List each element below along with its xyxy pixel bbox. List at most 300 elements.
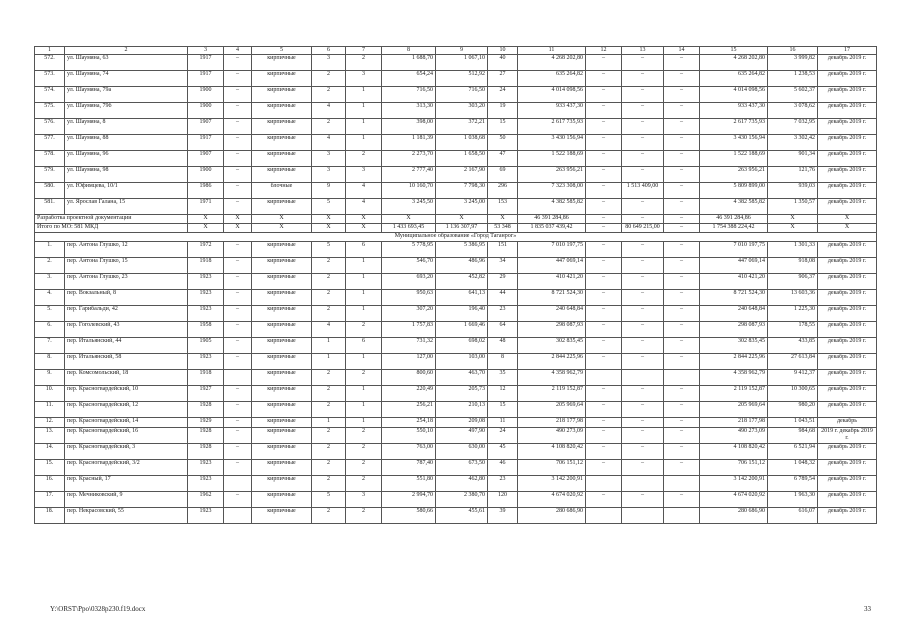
table-cell: 196,40 bbox=[436, 306, 488, 322]
table-cell: – bbox=[622, 306, 664, 322]
table-cell: 1917 bbox=[188, 55, 224, 71]
table-cell: 576. bbox=[35, 119, 65, 135]
table-cell: 3 bbox=[312, 55, 346, 71]
table-cell: 1 522 188,69 bbox=[518, 151, 586, 167]
table-cell: кирпичные bbox=[252, 338, 312, 354]
table-cell: декабрь 2019 г. bbox=[818, 258, 877, 274]
table-cell: пер. Некрасовский, 55 bbox=[65, 508, 188, 524]
table-cell: – bbox=[586, 428, 622, 444]
table-cell: 44 bbox=[488, 290, 518, 306]
table-cell: – bbox=[586, 103, 622, 119]
table-cell: декабрь 2019 г. bbox=[818, 274, 877, 290]
table-cell: 4 bbox=[224, 47, 252, 55]
table-cell: кирпичные bbox=[252, 492, 312, 508]
table-cell: 313,30 bbox=[382, 103, 436, 119]
table-cell: – bbox=[622, 258, 664, 274]
table-cell: X bbox=[768, 215, 818, 224]
table-row bbox=[35, 167, 877, 183]
table-cell: – bbox=[224, 135, 252, 151]
table-cell: ул. Ярослав Галана, 15 bbox=[65, 199, 188, 215]
table-cell: 2 bbox=[346, 444, 382, 460]
table-cell: 706 151,12 bbox=[518, 460, 586, 476]
table-cell: ул. Шаумяна, 79а bbox=[65, 87, 188, 103]
page-number: 33 bbox=[864, 605, 871, 613]
table-cell: 546,70 bbox=[382, 258, 436, 274]
table-cell bbox=[224, 370, 252, 386]
table-cell: пер. Гоголевский, 43 bbox=[65, 322, 188, 338]
table-row bbox=[35, 338, 877, 354]
table-cell: – bbox=[586, 386, 622, 402]
table-cell: кирпичные bbox=[252, 306, 312, 322]
table-cell: – bbox=[664, 386, 700, 402]
table-cell: 1 048,32 bbox=[768, 460, 818, 476]
table-cell: 1 bbox=[346, 103, 382, 119]
table-cell: 4 014 098,56 bbox=[700, 87, 768, 103]
table-cell: 263 956,21 bbox=[518, 167, 586, 183]
table-cell: 15. bbox=[35, 460, 65, 476]
table-cell: 40 bbox=[488, 55, 518, 71]
table-cell: – bbox=[224, 354, 252, 370]
table-cell: кирпичные bbox=[252, 444, 312, 460]
table-cell: декабрь 2019 г. bbox=[818, 444, 877, 460]
table-row bbox=[35, 492, 877, 508]
table-cell: пер. Гарибальди, 42 bbox=[65, 306, 188, 322]
table-cell: 581. bbox=[35, 199, 65, 215]
table-row bbox=[35, 444, 877, 460]
table-cell bbox=[622, 476, 664, 492]
table-cell: пер. Красногвардейский, 10 bbox=[65, 386, 188, 402]
table-cell: 29 bbox=[488, 274, 518, 290]
table-cell: 5 809 899,00 bbox=[700, 183, 768, 199]
table-cell: 447 069,14 bbox=[700, 258, 768, 274]
table-cell: 4 382 585,82 bbox=[518, 199, 586, 215]
table-cell: кирпичные bbox=[252, 242, 312, 258]
table-cell: кирпичные bbox=[252, 87, 312, 103]
table-cell: – bbox=[586, 183, 622, 199]
table-cell: 3 bbox=[312, 167, 346, 183]
table-cell: 3 078,62 bbox=[768, 103, 818, 119]
table-cell: 1 301,33 bbox=[768, 242, 818, 258]
table-cell: – bbox=[664, 418, 700, 428]
table-cell: 8 bbox=[382, 47, 436, 55]
table-cell: 1 bbox=[312, 354, 346, 370]
table-cell: кирпичные bbox=[252, 199, 312, 215]
table-cell: пер. Красногвардейский, 3/2 bbox=[65, 460, 188, 476]
table-cell: 2 844 225,96 bbox=[700, 354, 768, 370]
table-cell: ул. Шаумяна, 88 bbox=[65, 135, 188, 151]
table-cell: – bbox=[224, 418, 252, 428]
table-cell: 5 bbox=[312, 199, 346, 215]
table-cell: 573. bbox=[35, 71, 65, 87]
table-cell: 1 067,10 bbox=[436, 55, 488, 71]
table-cell: 7 010 197,75 bbox=[518, 242, 586, 258]
table-cell: – bbox=[664, 215, 700, 224]
table-cell bbox=[224, 508, 252, 524]
table-cell: 452,82 bbox=[436, 274, 488, 290]
table-cell: – bbox=[586, 135, 622, 151]
table-cell: – bbox=[224, 444, 252, 460]
table-cell: 298 087,93 bbox=[700, 322, 768, 338]
table-cell: 2 bbox=[312, 290, 346, 306]
table-cell: 3 430 156,94 bbox=[700, 135, 768, 151]
table-cell: 578. bbox=[35, 151, 65, 167]
table-cell: – bbox=[224, 55, 252, 71]
table-row bbox=[35, 370, 877, 386]
table-cell: декабрь 2019 г. bbox=[818, 476, 877, 492]
table-cell: ул. Шаумяна, 98 bbox=[65, 167, 188, 183]
table-cell: 463,70 bbox=[436, 370, 488, 386]
table-cell: 372,21 bbox=[436, 119, 488, 135]
table-cell: кирпичные bbox=[252, 428, 312, 444]
table-cell: 1917 bbox=[188, 71, 224, 87]
table-cell: пер. Красногвардейский, 12 bbox=[65, 402, 188, 418]
table-cell: 2 844 225,96 bbox=[518, 354, 586, 370]
table-cell: – bbox=[664, 444, 700, 460]
table-cell: 4 358 962,79 bbox=[700, 370, 768, 386]
table-cell: 5 bbox=[312, 242, 346, 258]
table-cell: пер. Антона Глушко, 15 bbox=[65, 258, 188, 274]
table-cell: 4 bbox=[312, 135, 346, 151]
table-cell: 918,08 bbox=[768, 258, 818, 274]
table-cell: кирпичные bbox=[252, 460, 312, 476]
table-cell: 9 bbox=[436, 47, 488, 55]
table-cell: 550,10 bbox=[382, 428, 436, 444]
table-cell: 1 bbox=[346, 258, 382, 274]
table-cell: 8 721 524,30 bbox=[518, 290, 586, 306]
table-cell: декабрь 2019 г. bbox=[818, 242, 877, 258]
table-cell: 1 350,57 bbox=[768, 199, 818, 215]
table-cell: 1900 bbox=[188, 103, 224, 119]
table-cell: пер. Антона Глушко, 12 bbox=[65, 242, 188, 258]
table-cell: 1986 bbox=[188, 183, 224, 199]
table-cell: 45 bbox=[488, 444, 518, 460]
table-cell: 1929 bbox=[188, 418, 224, 428]
table-cell: 630,00 bbox=[436, 444, 488, 460]
table-cell: 654,24 bbox=[382, 71, 436, 87]
table-cell: 302 835,45 bbox=[518, 338, 586, 354]
table-row bbox=[35, 476, 877, 492]
table-cell bbox=[664, 370, 700, 386]
table-cell: – bbox=[586, 322, 622, 338]
table-row bbox=[35, 87, 877, 103]
table-cell: – bbox=[622, 492, 664, 508]
table-cell: 5. bbox=[35, 306, 65, 322]
table-cell: декабрь 2019 г. bbox=[818, 151, 877, 167]
table-row bbox=[35, 306, 877, 322]
table-cell: 572. bbox=[35, 55, 65, 71]
table-cell: 716,50 bbox=[382, 87, 436, 103]
table-cell: 698,02 bbox=[436, 338, 488, 354]
table-cell: 13 603,36 bbox=[768, 290, 818, 306]
table-cell: 35 bbox=[488, 370, 518, 386]
table-cell: 1 bbox=[346, 418, 382, 428]
table-cell bbox=[586, 370, 622, 386]
table-cell: 17. bbox=[35, 492, 65, 508]
table-cell: 1 038,68 bbox=[436, 135, 488, 151]
table-cell: 2 bbox=[312, 87, 346, 103]
table-cell: 635 264,82 bbox=[700, 71, 768, 87]
table-cell: X bbox=[768, 224, 818, 233]
table-cell: ул. Шаумяна, 63 bbox=[65, 55, 188, 71]
table-cell: 2 994,70 bbox=[382, 492, 436, 508]
table-cell: 46 bbox=[488, 460, 518, 476]
table-cell: 6 bbox=[312, 47, 346, 55]
section-row bbox=[35, 233, 877, 242]
table-cell: – bbox=[664, 167, 700, 183]
table-cell: – bbox=[664, 87, 700, 103]
table-cell: – bbox=[224, 183, 252, 199]
table-cell: 2 167,90 bbox=[436, 167, 488, 183]
table-cell: декабрь 2019 г. bbox=[818, 135, 877, 151]
table-cell: – bbox=[224, 151, 252, 167]
table-row bbox=[35, 258, 877, 274]
table-cell: – bbox=[664, 354, 700, 370]
table-cell: 1923 bbox=[188, 274, 224, 290]
table-cell: 933 437,30 bbox=[700, 103, 768, 119]
table-cell: 1928 bbox=[188, 428, 224, 444]
table-cell: – bbox=[664, 428, 700, 444]
table-cell: – bbox=[664, 183, 700, 199]
table-cell: 3 999,82 bbox=[768, 55, 818, 71]
table-cell: 693,20 bbox=[382, 274, 436, 290]
table-cell: 4 358 962,79 bbox=[518, 370, 586, 386]
table-row bbox=[35, 242, 877, 258]
table-cell: пер. Красногвардейский, 3 bbox=[65, 444, 188, 460]
table-cell: кирпичные bbox=[252, 55, 312, 71]
table-cell: 455,61 bbox=[436, 508, 488, 524]
table-cell: – bbox=[622, 386, 664, 402]
table-cell: пер. Антона Глушко, 23 bbox=[65, 274, 188, 290]
table-cell: – bbox=[664, 492, 700, 508]
table-cell: 220,49 bbox=[382, 386, 436, 402]
table-cell: – bbox=[224, 338, 252, 354]
table-cell: 1918 bbox=[188, 258, 224, 274]
table-cell: – bbox=[586, 306, 622, 322]
table-cell: 1927 bbox=[188, 386, 224, 402]
table-cell: – bbox=[586, 444, 622, 460]
table-cell: 5 bbox=[312, 492, 346, 508]
table-cell: – bbox=[586, 274, 622, 290]
table-cell: – bbox=[664, 119, 700, 135]
table-cell: 3. bbox=[35, 274, 65, 290]
table-cell: декабрь 2019 г. bbox=[818, 199, 877, 215]
table-cell: X bbox=[346, 224, 382, 233]
table-cell: 984,68 bbox=[768, 428, 818, 444]
table-cell: – bbox=[622, 151, 664, 167]
table-cell: – bbox=[224, 258, 252, 274]
table-cell: кирпичные bbox=[252, 135, 312, 151]
table-cell: 1928 bbox=[188, 444, 224, 460]
table-cell: 1 522 188,69 bbox=[700, 151, 768, 167]
table-cell: 1 bbox=[346, 354, 382, 370]
table-cell: 577. bbox=[35, 135, 65, 151]
table-cell: – bbox=[586, 167, 622, 183]
table-cell: – bbox=[224, 322, 252, 338]
table-cell: 307,20 bbox=[382, 306, 436, 322]
table-cell: декабрь 2019 г. bbox=[818, 119, 877, 135]
table-cell: – bbox=[622, 119, 664, 135]
table-cell: 433,85 bbox=[768, 338, 818, 354]
table-cell: 490 273,09 bbox=[700, 428, 768, 444]
table-cell: 2 273,70 bbox=[382, 151, 436, 167]
table-row bbox=[35, 199, 877, 215]
table-cell: 19 bbox=[488, 103, 518, 119]
table-cell: 497,90 bbox=[436, 428, 488, 444]
table-cell: – bbox=[224, 290, 252, 306]
table-cell: 1971 bbox=[188, 199, 224, 215]
table-cell: 2 bbox=[346, 508, 382, 524]
table-cell: – bbox=[586, 418, 622, 428]
table-cell: 205 969,64 bbox=[700, 402, 768, 418]
table-cell: 46 391 284,86 bbox=[700, 215, 768, 224]
table-cell: – bbox=[586, 71, 622, 87]
table-cell bbox=[224, 476, 252, 492]
table-cell: 512,92 bbox=[436, 71, 488, 87]
table-cell: 3 430 156,94 bbox=[518, 135, 586, 151]
table-row bbox=[35, 508, 877, 524]
table-cell: – bbox=[224, 402, 252, 418]
table-cell: 2 bbox=[346, 476, 382, 492]
table-cell: X bbox=[488, 215, 518, 224]
table-cell: 9. bbox=[35, 370, 65, 386]
table-cell: 1972 bbox=[188, 242, 224, 258]
table-cell: кирпичные bbox=[252, 370, 312, 386]
table-cell: 1905 bbox=[188, 338, 224, 354]
table-cell: 1 757,83 bbox=[382, 322, 436, 338]
table-cell: – bbox=[622, 428, 664, 444]
table-cell: 575. bbox=[35, 103, 65, 119]
table-cell: X bbox=[188, 224, 224, 233]
table-cell: 69 bbox=[488, 167, 518, 183]
table-cell: 4 014 098,56 bbox=[518, 87, 586, 103]
table-cell: 580. bbox=[35, 183, 65, 199]
table-cell: ул. Юфимцева, 10/1 bbox=[65, 183, 188, 199]
table-cell: 1 bbox=[346, 402, 382, 418]
table-cell: декабрь bbox=[818, 418, 877, 428]
table-cell: 1923 bbox=[188, 306, 224, 322]
table-cell: пер. Красногвардейский, 16 bbox=[65, 428, 188, 444]
table-cell: кирпичные bbox=[252, 258, 312, 274]
table-cell: – bbox=[622, 354, 664, 370]
table-cell: 47 bbox=[488, 151, 518, 167]
table-cell: 7 010 197,75 bbox=[700, 242, 768, 258]
table-cell: 1 669,46 bbox=[436, 322, 488, 338]
table-cell: – bbox=[622, 322, 664, 338]
table-cell: 2 bbox=[312, 386, 346, 402]
table-cell: – bbox=[664, 71, 700, 87]
table-cell: X bbox=[818, 224, 877, 233]
table-cell: 254,18 bbox=[382, 418, 436, 428]
table-body bbox=[35, 47, 877, 524]
table-cell: – bbox=[622, 55, 664, 71]
table-cell: 2 bbox=[346, 428, 382, 444]
table-cell: – bbox=[664, 306, 700, 322]
table-cell: 16 bbox=[768, 47, 818, 55]
table-cell: 4 268 202,80 bbox=[518, 55, 586, 71]
table-cell: 800,60 bbox=[382, 370, 436, 386]
table-cell: 18. bbox=[35, 508, 65, 524]
table-cell: 4 bbox=[312, 103, 346, 119]
table-cell: – bbox=[664, 402, 700, 418]
table-cell: – bbox=[622, 215, 664, 224]
table-cell: 14. bbox=[35, 444, 65, 460]
table-row bbox=[35, 354, 877, 370]
table-cell: 23 bbox=[488, 476, 518, 492]
table-cell: кирпичные bbox=[252, 274, 312, 290]
table-cell: 4 bbox=[312, 322, 346, 338]
table-cell: декабрь 2019 г. bbox=[818, 386, 877, 402]
table-cell: 1923 bbox=[188, 290, 224, 306]
table-cell: 12. bbox=[35, 418, 65, 428]
table-cell: 23 bbox=[488, 306, 518, 322]
table-cell: 1 bbox=[346, 274, 382, 290]
table-cell: X bbox=[436, 215, 488, 224]
table-cell: – bbox=[586, 402, 622, 418]
table-cell: 486,96 bbox=[436, 258, 488, 274]
table-cell: – bbox=[664, 135, 700, 151]
table-cell: X bbox=[312, 224, 346, 233]
table-cell: кирпичные bbox=[252, 476, 312, 492]
table-cell: 240 648,84 bbox=[518, 306, 586, 322]
table-cell: 410 421,20 bbox=[700, 274, 768, 290]
table-cell: 3 bbox=[346, 167, 382, 183]
housing-repair-table bbox=[34, 46, 877, 524]
table-cell: – bbox=[622, 418, 664, 428]
table-cell: 1900 bbox=[188, 167, 224, 183]
table-cell: 716,50 bbox=[436, 87, 488, 103]
table-cell: 1 bbox=[346, 386, 382, 402]
table-cell: декабрь 2019 г. bbox=[818, 338, 877, 354]
table-cell: 3 bbox=[188, 47, 224, 55]
table-cell: 1958 bbox=[188, 322, 224, 338]
table-cell: – bbox=[622, 103, 664, 119]
table-cell: Разработка проектной документации bbox=[35, 215, 188, 224]
table-cell: 151 bbox=[488, 242, 518, 258]
table-cell: 551,80 bbox=[382, 476, 436, 492]
table-cell: декабрь 2019 г. bbox=[818, 290, 877, 306]
table-cell: 296 bbox=[488, 183, 518, 199]
table-cell: 2 bbox=[312, 119, 346, 135]
footer-file-path: Y:\ORST\Ppo\0328p230.f19.docx bbox=[50, 605, 146, 613]
table-cell: декабрь 2019 г. bbox=[818, 402, 877, 418]
table-cell: 2019 г. декабрь 2019 г. bbox=[818, 428, 877, 444]
table-cell: 210,13 bbox=[436, 402, 488, 418]
table-cell: – bbox=[224, 386, 252, 402]
table-cell: декабрь 2019 г. bbox=[818, 71, 877, 87]
table-cell: 1962 bbox=[188, 492, 224, 508]
table-cell: – bbox=[586, 460, 622, 476]
table-cell: 9 bbox=[312, 183, 346, 199]
table-cell: 2 bbox=[346, 322, 382, 338]
table-cell: 7 798,30 bbox=[436, 183, 488, 199]
table-cell: 1 513 409,00 bbox=[622, 183, 664, 199]
table-cell: 39 bbox=[488, 508, 518, 524]
table-cell: 2 bbox=[346, 370, 382, 386]
table-cell: – bbox=[664, 199, 700, 215]
table-cell: кирпичные bbox=[252, 119, 312, 135]
table-cell: 1 bbox=[312, 338, 346, 354]
table-cell: 256,21 bbox=[382, 402, 436, 418]
table-row bbox=[35, 103, 877, 119]
table-cell: 13 bbox=[622, 47, 664, 55]
table-cell: – bbox=[664, 55, 700, 71]
table-cell: 48 bbox=[488, 338, 518, 354]
table-cell: 64 bbox=[488, 322, 518, 338]
table-cell: пер. Комсомольский, 18 bbox=[65, 370, 188, 386]
table-cell: X bbox=[346, 215, 382, 224]
table-cell: кирпичные bbox=[252, 354, 312, 370]
table-cell: 1 963,30 bbox=[768, 492, 818, 508]
